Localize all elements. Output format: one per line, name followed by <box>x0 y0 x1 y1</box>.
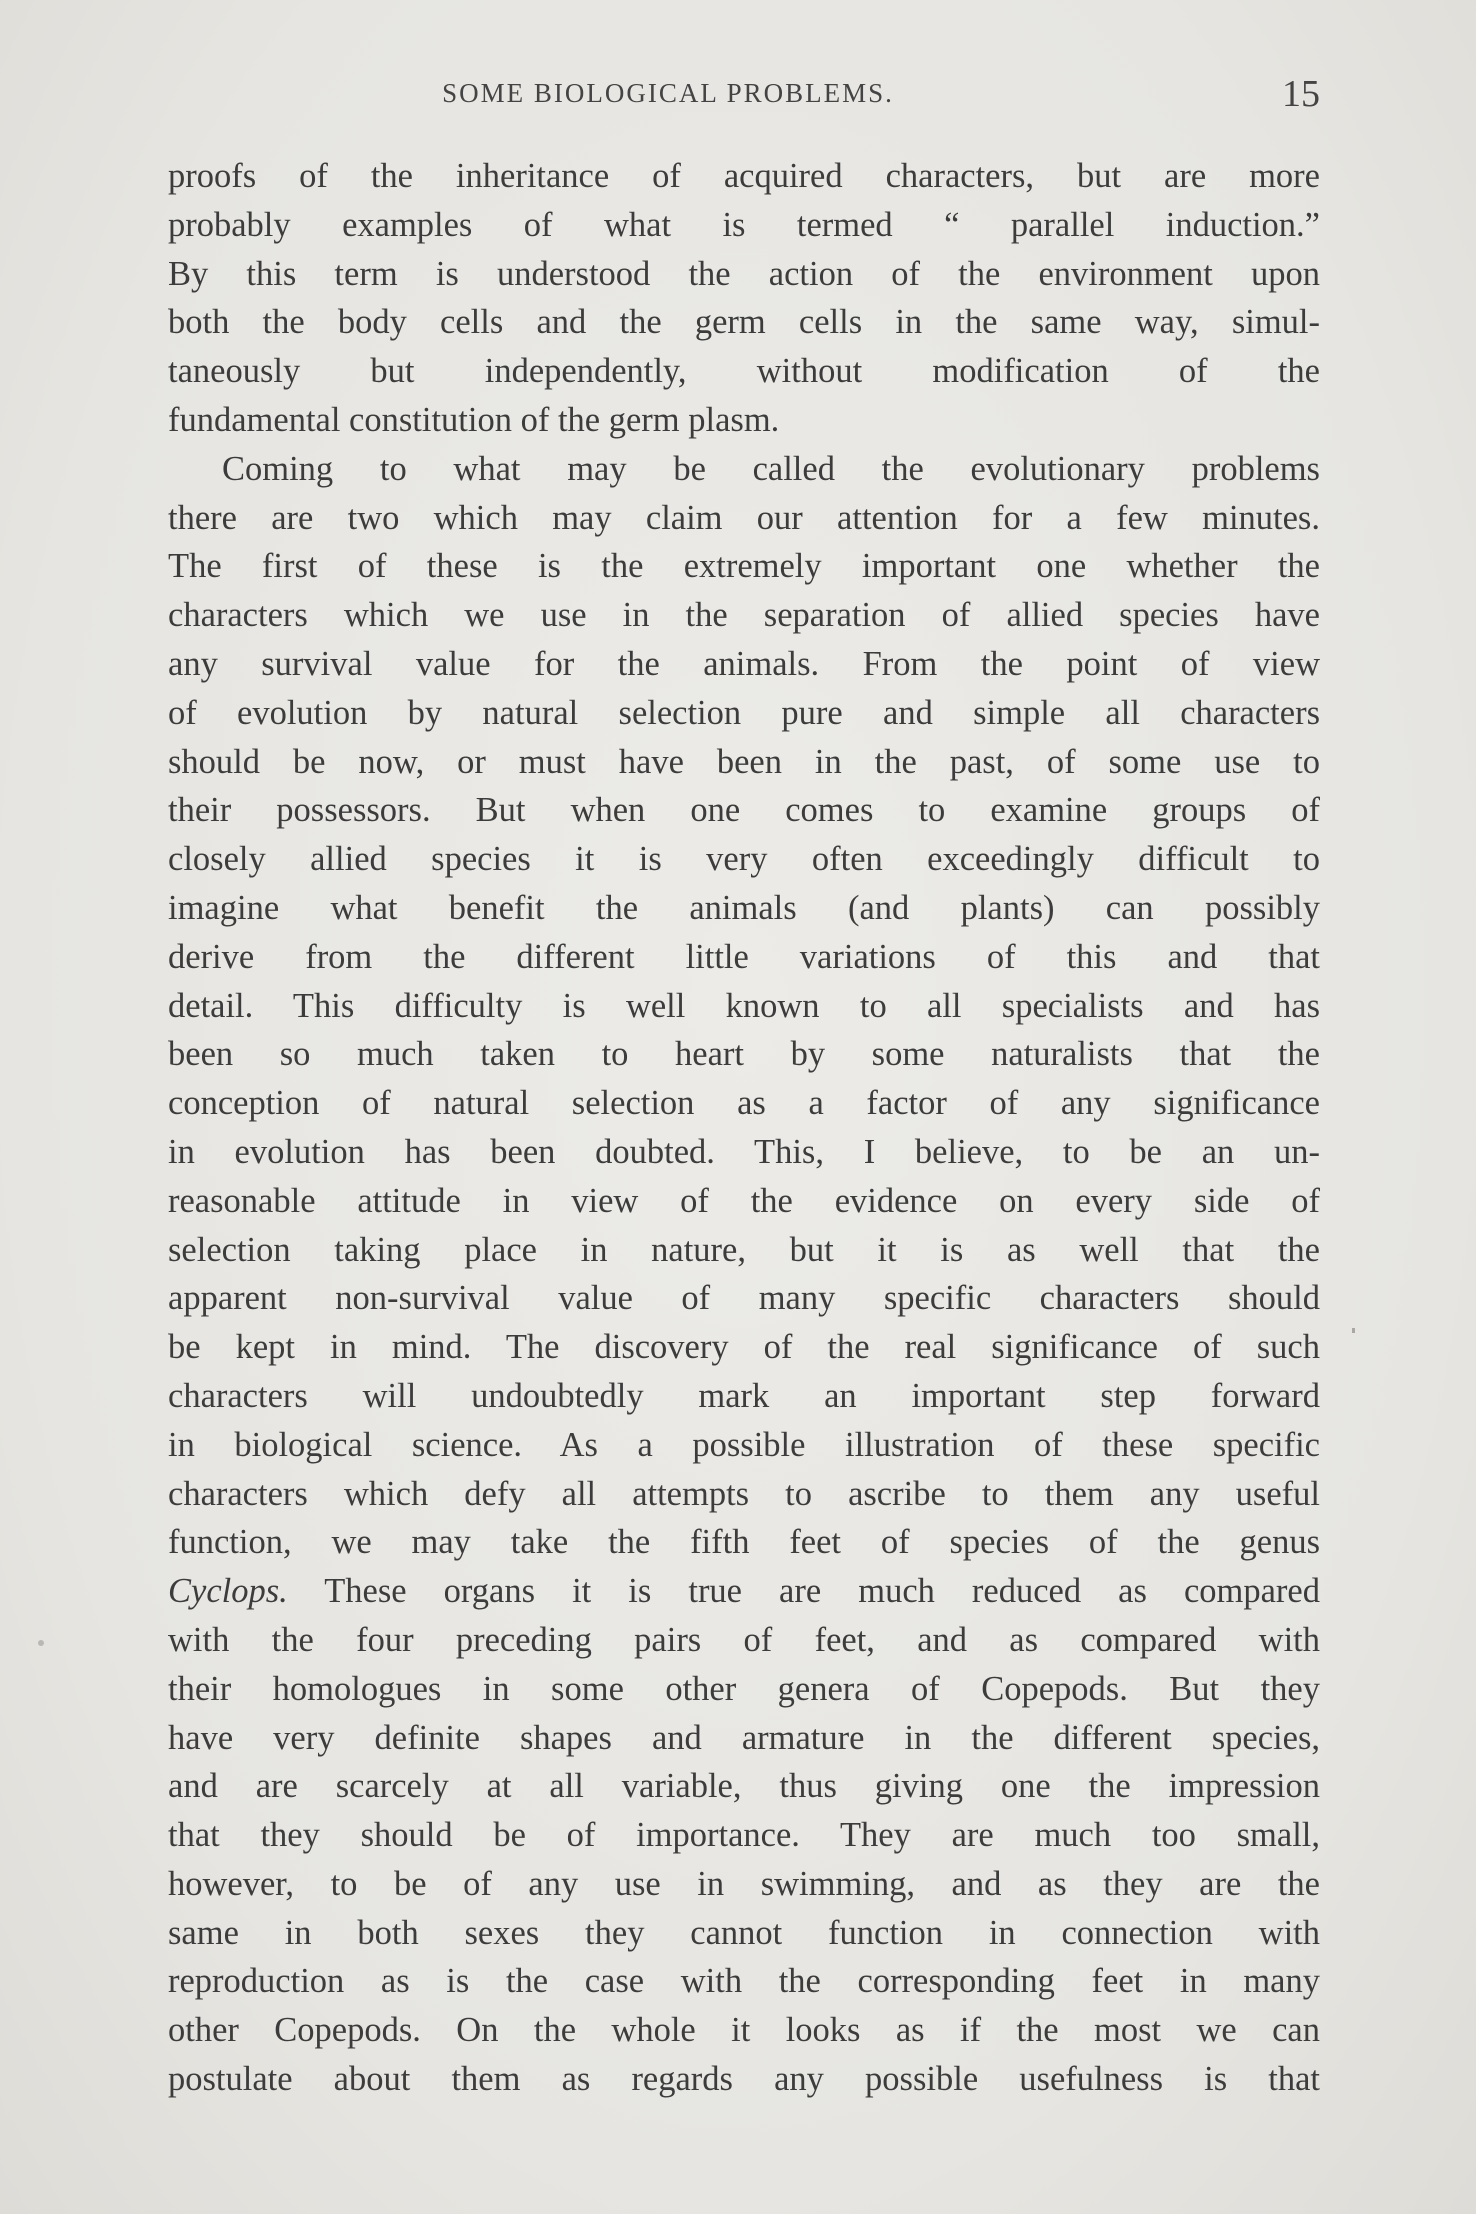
running-title: SOME BIOLOGICAL PROBLEMS. <box>442 78 894 108</box>
text-line: By this term is understood the action of the environment upon <box>168 254 1320 293</box>
text-line: any survival value for the animals. From the point of view <box>168 644 1320 683</box>
text-line: reproduction as is the case with the corresponding feet in many <box>168 1962 1320 2001</box>
text-line: function, we may take the fifth feet of species of the genus <box>168 1523 1320 1562</box>
text-line: same in both sexes they cannot function in connection with <box>168 1913 1320 1952</box>
text-line: conception of natural selection as a factor of any significance <box>168 1084 1320 1123</box>
paper-speck <box>1352 1328 1355 1333</box>
text-line: detail. This difficulty is well known to all specialists and has <box>168 986 1320 1025</box>
text-line: should be now, or must have been in the past, of some use to <box>168 742 1320 781</box>
text-line: and are scarcely at all variable, thus giving one the impression <box>168 1767 1320 1806</box>
text-line: fundamental constitution of the germ plasm. <box>168 400 780 439</box>
text-line: with the four preceding pairs of feet, and as compared with <box>168 1620 1320 1659</box>
text-line: characters will undoubtedly mark an important step forward <box>168 1376 1320 1415</box>
page-number: 15 <box>1282 73 1320 115</box>
text-line: characters which defy all attempts to ascribe to them any useful <box>168 1474 1320 1513</box>
text-line: closely allied species it is very often exceedingly difficult to <box>168 840 1320 879</box>
text-line: reasonable attitude in view of the evidence on every side of <box>168 1181 1320 1220</box>
text-line: both the body cells and the germ cells in the same way, simul- <box>168 303 1320 342</box>
text-line: their possessors. But when one comes to examine groups of <box>168 791 1320 830</box>
body-text <box>168 152 1320 2104</box>
text-line: Coming to what may be called the evolutionary problems <box>222 449 1320 488</box>
text-line: be kept in mind. The discovery of the real significance of such <box>168 1328 1320 1367</box>
text-line: that they should be of importance. They are much too small, <box>168 1816 1320 1855</box>
text-line: their homologues in some other genera of Copepods. But they <box>168 1669 1320 1708</box>
text-line: there are two which may claim our attention for a few minutes. <box>168 498 1320 537</box>
text-line: imagine what benefit the animals (and plants) can possibly <box>168 888 1320 927</box>
text-line: in biological science. As a possible illustration of these specific <box>168 1425 1320 1464</box>
running-head <box>168 72 1320 122</box>
margin-blemish <box>38 1640 44 1646</box>
text-line: in evolution has been doubted. This, I believe, to be an un- <box>168 1132 1320 1171</box>
text-line: postulate about them as regards any possible usefulness is that <box>168 2060 1320 2099</box>
text-line: other Copepods. On the whole it looks as if the most we can <box>168 2011 1320 2050</box>
text-line: however, to be of any use in swimming, and as they are the <box>168 1864 1320 1903</box>
text-line: probably examples of what is termed “ parallel induction.” <box>168 205 1320 244</box>
genus-name: Cyclops. <box>168 1572 288 1611</box>
text-line-genus <box>168 1567 1320 1616</box>
text-line: derive from the different little variations of this and that <box>168 937 1320 976</box>
text-line: characters which we use in the separation of allied species have <box>168 596 1320 635</box>
text-line: selection taking place in nature, but it is as well that the <box>168 1230 1320 1269</box>
text-line: taneously but independently, without modification of the <box>168 352 1320 391</box>
text-line: proofs of the inheritance of acquired characters, but are more <box>168 157 1320 195</box>
text-line: apparent non-survival value of many specific characters should <box>168 1279 1320 1318</box>
text-line: The first of these is the extremely important one whether the <box>168 547 1320 586</box>
text-line: been so much taken to heart by some naturalists that the <box>168 1035 1320 1074</box>
text-line: have very definite shapes and armature in the different species, <box>168 1718 1320 1757</box>
text-line: of evolution by natural selection pure and simple all characters <box>168 693 1320 732</box>
genus-line-rest: These organs it is true are much reduced as compared <box>324 1572 1320 1611</box>
